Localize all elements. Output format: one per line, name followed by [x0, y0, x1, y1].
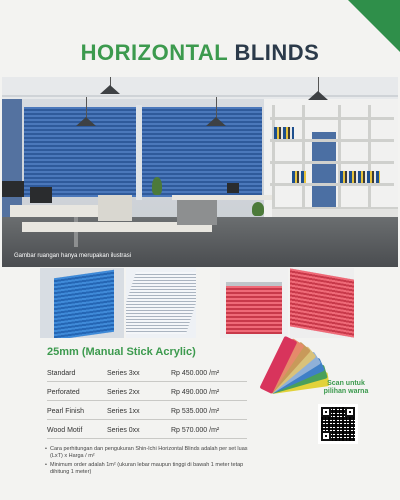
page-title	[0, 40, 400, 66]
monitor	[30, 187, 52, 203]
price-row: Wood Motif Series 0xx Rp 570.000 /m²	[47, 427, 220, 434]
scan-label: Scan untuk pilihan warna	[323, 380, 369, 395]
pendant-lamp	[100, 85, 120, 94]
thumbnail-pink-blind-angled	[290, 268, 354, 338]
title-horizontal: HORIZONTAL	[80, 40, 228, 65]
price-row: Standard Series 3xx Rp 450.000 /m²	[47, 370, 220, 377]
plant	[152, 177, 162, 195]
price-row: Perforated Series 2xx Rp 490.000 /m²	[47, 389, 220, 396]
thumbnail-silver-blind	[126, 268, 196, 338]
hero-caption: Gambar ruangan hanya merupakan ilustrasi	[14, 253, 132, 259]
product-subheading: 25mm (Manual Stick Acrylic)	[47, 346, 196, 358]
title-blinds: BLINDS	[234, 40, 320, 65]
color-swatch-fan	[262, 360, 322, 445]
hero-image	[2, 77, 398, 267]
thumbnail-pink-blind	[220, 268, 288, 338]
qr-code-icon[interactable]	[318, 404, 358, 444]
thumbnail-blue-blind	[40, 268, 124, 338]
note-calculation: • Cara perhitungan dan pengukuran Shin-Ichi Horizontal Blinds adalah per set luas (LxT) x Harga / m²	[45, 446, 248, 459]
price-row: Pearl Finish Series 1xx Rp 535.000 /m²	[47, 408, 220, 415]
note-minimum-order: • Minimum order adalah 1m² (ukuran lebar maupun tinggi di bawah 1 meter tetap dihitung 1 meter)	[45, 462, 244, 475]
